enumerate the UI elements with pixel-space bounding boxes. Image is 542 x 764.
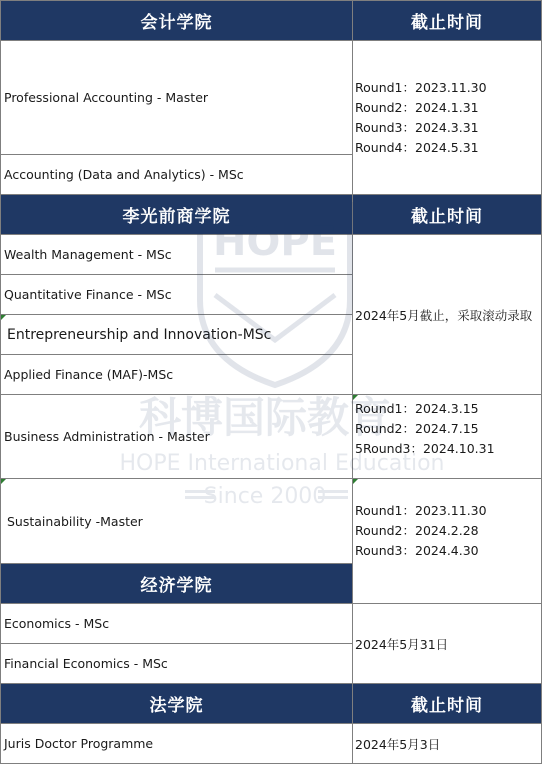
deadline-accounting bbox=[352, 40, 542, 195]
deadline-header-law: 截止时间 bbox=[352, 683, 542, 724]
deadline-law: 2024年5月3日 bbox=[352, 723, 542, 764]
deadline-round-3: Round3：2024.4.30 bbox=[355, 543, 479, 558]
school-header-law: 法学院 bbox=[0, 683, 353, 724]
program-business-administration: Business Administration - Master bbox=[0, 394, 353, 479]
deadline-round-3: 5Round3：2024.10.31 bbox=[355, 441, 495, 456]
deadline-sustainability bbox=[352, 478, 542, 604]
program-economics: Economics - MSc bbox=[0, 603, 353, 644]
deadline-business-administration bbox=[352, 394, 542, 479]
deadline-header-accounting: 截止时间 bbox=[352, 0, 542, 41]
school-header-accounting: 会计学院 bbox=[0, 0, 353, 41]
program-professional-accounting: Professional Accounting - Master bbox=[0, 40, 353, 155]
watermark-cn-name: 科博国际教育 bbox=[138, 393, 392, 442]
program-wealth-management: Wealth Management - MSc bbox=[0, 234, 353, 275]
deadline-business-rolling: 2024年5月截止，采取滚动录取 bbox=[352, 234, 542, 395]
program-financial-economics: Financial Economics - MSc bbox=[0, 643, 353, 684]
cell-marker bbox=[1, 479, 6, 484]
program-juris-doctor: Juris Doctor Programme bbox=[0, 723, 353, 764]
deadline-economics: 2024年5月31日 bbox=[352, 603, 542, 684]
cell-marker bbox=[1, 315, 6, 320]
program-applied-finance: Applied Finance (MAF)-MSc bbox=[0, 354, 353, 395]
program-sustainability: Sustainability -Master bbox=[0, 478, 353, 564]
deadline-round-1: Round1：2024.3.15 bbox=[355, 401, 479, 416]
deadline-round-2: Round2：2024.2.28 bbox=[355, 523, 479, 538]
program-accounting-data-analytics: Accounting (Data and Analytics) - MSc bbox=[0, 154, 353, 195]
deadline-round-1: Round1：2023.11.30 bbox=[355, 79, 487, 95]
watermark-since: Since 2000 bbox=[203, 484, 327, 509]
watermark-logo-text: HOPE bbox=[212, 219, 338, 265]
school-header-economics: 经济学院 bbox=[0, 563, 353, 604]
deadline-round-1: Round1：2023.11.30 bbox=[355, 503, 487, 518]
deadline-round-4: Round4：2024.5.31 bbox=[355, 139, 479, 155]
cell-marker bbox=[353, 479, 358, 484]
deadline-round-3: Round3：2024.3.31 bbox=[355, 119, 479, 135]
school-header-business: 李光前商学院 bbox=[0, 194, 353, 235]
cell-marker bbox=[353, 395, 358, 400]
program-entrepreneurship-innovation: Entrepreneurship and Innovation-MSc bbox=[0, 314, 353, 355]
program-quantitative-finance: Quantitative Finance - MSc bbox=[0, 274, 353, 315]
watermark-en-name: HOPE International Education bbox=[119, 451, 445, 476]
deadline-round-2: Round2：2024.1.31 bbox=[355, 99, 479, 115]
deadline-header-business: 截止时间 bbox=[352, 194, 542, 235]
deadline-round-2: Round2：2024.7.15 bbox=[355, 421, 479, 436]
